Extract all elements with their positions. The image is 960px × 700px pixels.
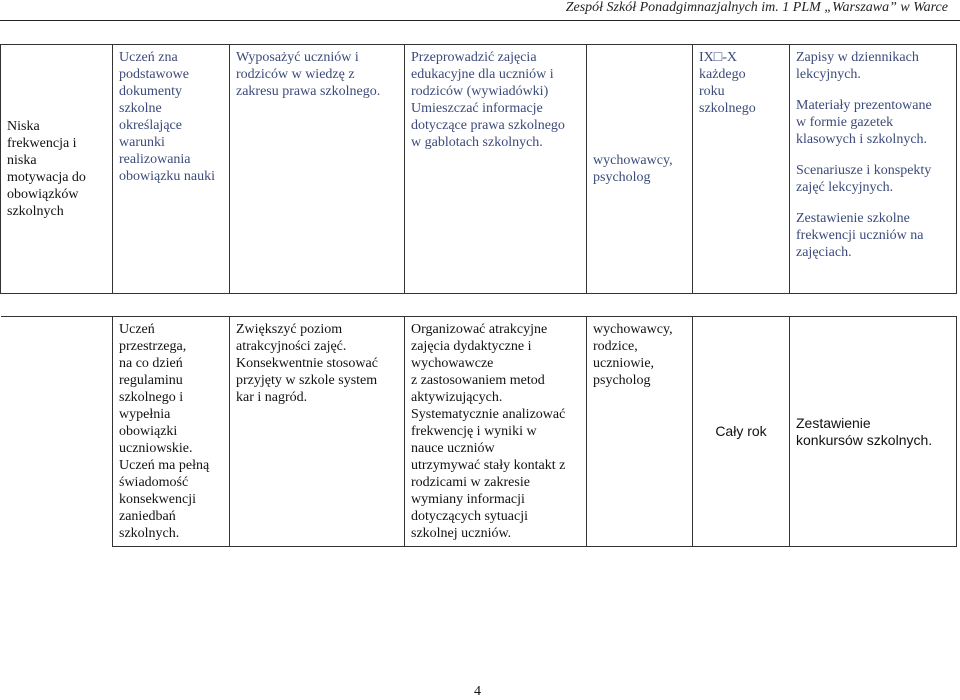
evidence-cell (790, 317, 957, 547)
evidence-item: Zestawienie konkursów szkolnych. (796, 414, 933, 448)
responsible-cell (587, 45, 693, 294)
criteria-cell (113, 45, 230, 294)
tasks-cell (405, 45, 587, 294)
term-text: Cały rok (715, 423, 767, 439)
tasks-text: Organizować atrakcyjne zajęcia dydaktyczne i wychowawcze z zastosowaniem metod aktywizujących. Systematycznie analizować frekwencję i wyniki w nauce uczniów utrzymywać stały kontakt z rodzicami w zakresie wymiany informacji dotyczących sytuacji szkolnej uczniów. (411, 322, 566, 541)
criteria-text: Uczeń zna podstawowe dokumenty szkolne określające warunki realizowania obowiązku nauki (119, 50, 216, 184)
evidence-item: Zestawienie szkolne frekwencji uczniów na zajęciach. (796, 211, 924, 260)
problem-cell (1, 45, 113, 294)
table-row (1, 45, 957, 294)
term-text: IX□-X każdego roku szkolnego (699, 50, 756, 116)
responsible-cell (587, 317, 693, 547)
row-gap (1, 294, 957, 317)
term-cell (693, 45, 790, 294)
evidence-item: Zapisy w dziennikach lekcyjnych. (796, 50, 919, 82)
tasks-cell (405, 317, 587, 547)
plan-table (0, 44, 957, 547)
goal-text: Zwiększyć poziom atrakcyjności zajęć. Konsekwentnie stosować przyjęty w szkole system kar i nagród. (236, 322, 378, 405)
criteria-text: Uczeń przestrzega, na co dzień regulaminu szkolnego i wypełnia obowiązki uczniowskie. Uczeń ma pełną świadomość konsekwencji zaniedbań szkolnych. (119, 322, 210, 541)
document-header: Zespół Szkół Ponadgimnazjalnych im. 1 PLM „Warszawa” w Warce (565, 0, 948, 15)
goal-text: Wyposażyć uczniów i rodziców w wiedzę z zakresu prawa szkolnego. (236, 50, 381, 99)
criteria-cell (113, 317, 230, 547)
responsible-text: wychowawcy, rodzice, uczniowie, psycholog (593, 322, 673, 388)
header-rule (0, 20, 960, 21)
page-number: 4 (474, 684, 481, 699)
evidence-cell (790, 45, 957, 294)
table-row (1, 317, 957, 547)
term-cell (693, 317, 790, 547)
problem-cell (1, 317, 113, 547)
problem-text: Niska frekwencja i niska motywacja do obowiązków szkolnych (7, 119, 86, 219)
evidence-item: Scenariusze i konspekty zajęć lekcyjnych. (796, 163, 932, 195)
evidence-item: Materiały prezentowane w formie gazetek klasowych i szkolnych. (796, 98, 932, 147)
tasks-text: Przeprowadzić zajęcia edukacyjne dla uczniów i rodziców (wywiadówki) Umieszczać informacje dotyczące prawa szkolnego w gablotach szkolnych. (411, 50, 565, 150)
goal-cell (230, 317, 405, 547)
responsible-text: wychowawcy, psycholog (593, 153, 673, 185)
goal-cell (230, 45, 405, 294)
